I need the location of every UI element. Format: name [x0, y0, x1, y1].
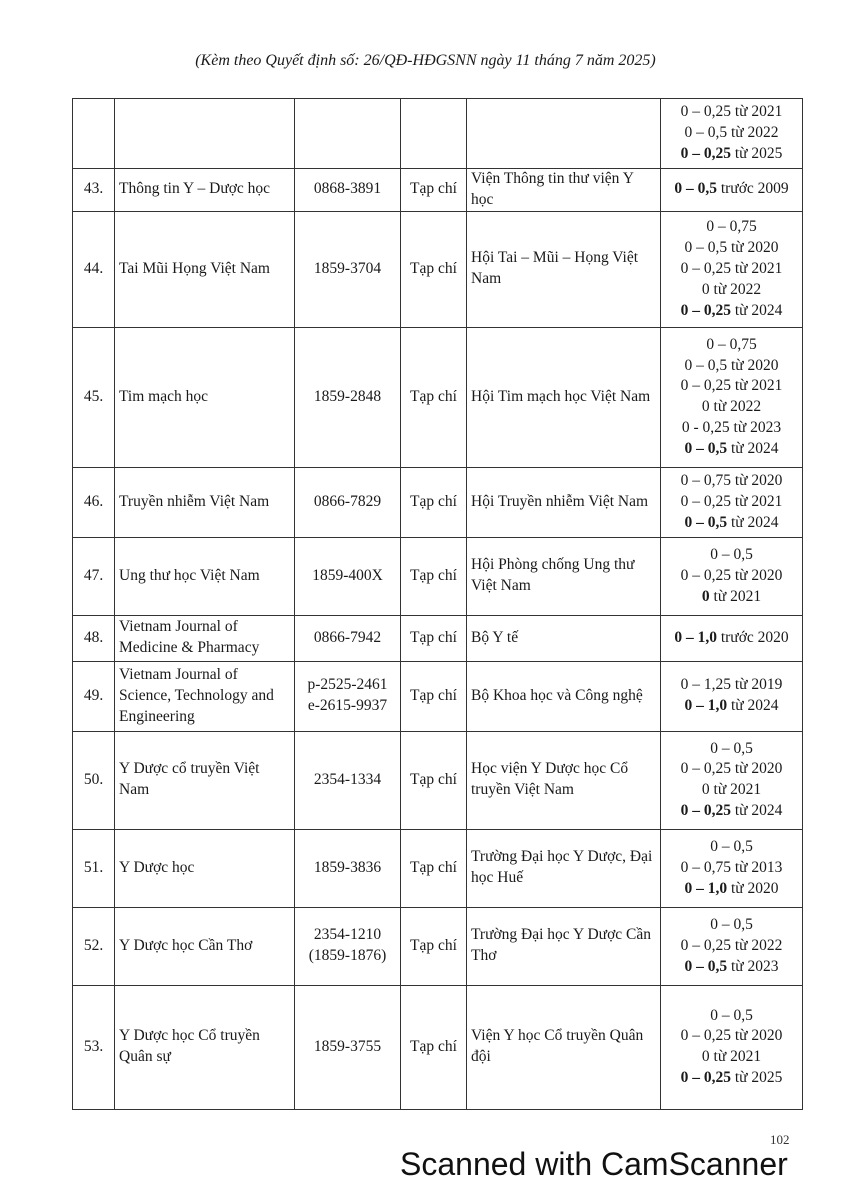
row-number: 51.	[73, 829, 115, 907]
score-value: 0	[701, 398, 710, 416]
publication-type: Tạp chí	[401, 211, 467, 327]
score-year: từ 2013	[730, 858, 783, 876]
publication-type: Tạp chí	[401, 907, 467, 985]
score-value: 0	[701, 1048, 710, 1066]
score-line	[665, 259, 798, 280]
score-value: 0 – 0,75	[680, 471, 731, 489]
publication-type: Tạp chí	[401, 467, 467, 537]
publishing-organization: Hội Tim mạch học Việt Nam	[467, 327, 661, 467]
score-range	[661, 907, 803, 985]
score-range	[661, 731, 803, 829]
score-value: 0 – 0,5	[710, 545, 753, 563]
score-line	[665, 280, 798, 301]
score-line	[665, 780, 798, 801]
document-header: (Kèm theo Quyết định số: 26/QĐ-HĐGSNN ngày 11 tháng 7 năm 2025)	[195, 52, 656, 69]
issn-line: 2354-1334	[313, 770, 382, 788]
score-line	[665, 628, 798, 649]
score-line	[665, 936, 798, 957]
journal-name: Ung thư học Việt Nam	[115, 537, 295, 615]
journal-issn	[295, 537, 401, 615]
score-value: 0	[701, 587, 710, 605]
score-year: từ 2021	[730, 492, 783, 510]
journal-issn	[295, 829, 401, 907]
score-value: 0 – 0,25	[680, 1027, 731, 1045]
score-value: 0 – 1,0	[684, 697, 728, 715]
score-value: 0 – 1,0	[684, 879, 728, 897]
table-row	[73, 327, 803, 467]
row-number: 52.	[73, 907, 115, 985]
publishing-organization: Bộ Y tế	[467, 615, 661, 661]
journal-name: Y Dược cổ truyền Việt Nam	[115, 731, 295, 829]
publication-type: Tạp chí	[401, 615, 467, 661]
row-number: 45.	[73, 327, 115, 467]
score-year: từ 2020	[730, 566, 783, 584]
score-year: từ 2021	[709, 781, 762, 799]
row-number: 46.	[73, 467, 115, 537]
score-year: từ 2021	[709, 587, 762, 605]
score-year: từ 2021	[730, 259, 783, 277]
score-value: 0 – 0,5	[684, 513, 728, 531]
score-year: từ 2022	[709, 398, 762, 416]
journal-name: Vietnam Journal of Science, Technology and Engineering	[115, 661, 295, 731]
score-value: 0 – 1,25	[680, 676, 731, 694]
score-range	[661, 829, 803, 907]
score-line	[665, 675, 798, 696]
score-line	[665, 957, 798, 978]
score-value: 0 – 1,0	[674, 628, 717, 646]
score-line	[665, 696, 798, 717]
score-value: 0	[701, 781, 710, 799]
journal-issn	[295, 467, 401, 537]
score-line	[665, 144, 798, 165]
table-row	[73, 985, 803, 1109]
table-row	[73, 537, 803, 615]
score-value: 0 – 0,25	[680, 802, 731, 820]
score-line	[665, 179, 798, 200]
score-value: 0 – 0,5	[684, 238, 728, 256]
score-line	[665, 858, 798, 879]
publishing-organization: Trường Đại học Y Dược Cần Thơ	[467, 907, 661, 985]
publication-type: Tạp chí	[401, 661, 467, 731]
score-year: từ 2024	[730, 301, 783, 319]
publishing-organization: Hội Truyền nhiễm Việt Nam	[467, 467, 661, 537]
score-line	[665, 439, 798, 460]
score-line	[665, 1006, 798, 1027]
table-row	[73, 829, 803, 907]
publishing-organization: Hội Tai – Mũi – Họng Việt Nam	[467, 211, 661, 327]
issn-line: 1859-3836	[313, 858, 382, 876]
journal-issn	[295, 985, 401, 1109]
publishing-organization: Bộ Khoa học và Công nghệ	[467, 661, 661, 731]
score-line	[665, 492, 798, 513]
score-line	[665, 739, 798, 760]
score-value: 0 – 0,5	[710, 915, 753, 933]
score-value: 0 – 0,25	[680, 144, 731, 162]
score-value: 0 – 0,5	[684, 440, 728, 458]
table-row	[73, 169, 803, 212]
score-line	[665, 335, 798, 356]
publishing-organization	[467, 99, 661, 169]
score-year: từ 2021	[730, 377, 783, 395]
issn-line: e-2615-9937	[307, 697, 388, 715]
score-year: trước 2020	[716, 628, 789, 646]
journal-table	[72, 98, 803, 1110]
score-range	[661, 985, 803, 1109]
row-number: 47.	[73, 537, 115, 615]
score-line	[665, 471, 798, 492]
journal-name: Y Dược học Cổ truyền Quân sự	[115, 985, 295, 1109]
table-row	[73, 99, 803, 169]
score-value: 0 – 0,25	[680, 377, 731, 395]
publication-type: Tạp chí	[401, 327, 467, 467]
score-year: từ 2021	[709, 1048, 762, 1066]
issn-line: 1859-3704	[313, 259, 382, 277]
score-value: 0 – 0,5	[674, 180, 717, 198]
publication-type: Tạp chí	[401, 169, 467, 212]
score-line	[665, 801, 798, 822]
score-year: từ 2024	[727, 513, 779, 531]
score-value: 0 – 0,25	[680, 1069, 731, 1087]
journal-name	[115, 99, 295, 169]
row-number: 43.	[73, 169, 115, 212]
score-year: trước 2009	[716, 180, 789, 198]
score-range	[661, 467, 803, 537]
issn-line: 1859-2848	[313, 387, 382, 405]
score-line	[665, 301, 798, 322]
score-line	[665, 587, 798, 608]
score-range	[661, 211, 803, 327]
score-value: 0 – 0,25	[680, 301, 731, 319]
score-value: 0 – 0,75	[706, 335, 757, 353]
score-line	[665, 759, 798, 780]
row-number: 44.	[73, 211, 115, 327]
score-value: 0 – 0,25	[680, 492, 731, 510]
score-year: từ 2020	[727, 238, 779, 256]
score-year: từ 2022	[709, 280, 762, 298]
journal-issn	[295, 169, 401, 212]
journal-name: Truyền nhiễm Việt Nam	[115, 467, 295, 537]
score-year: từ 2020	[730, 1027, 783, 1045]
score-value: 0 – 0,5	[710, 739, 753, 757]
score-year: từ 2020	[730, 760, 783, 778]
score-line	[665, 376, 798, 397]
score-line	[665, 513, 798, 534]
score-line	[665, 1068, 798, 1089]
row-number: 48.	[73, 615, 115, 661]
issn-line: (1859-1876)	[308, 947, 387, 965]
score-year: từ 2024	[727, 697, 779, 715]
journal-name: Tim mạch học	[115, 327, 295, 467]
page-number: 102	[770, 1132, 790, 1147]
score-value: 0	[701, 280, 710, 298]
journal-table-body	[73, 99, 803, 1110]
score-value: 0 – 0,25	[680, 259, 731, 277]
score-range	[661, 99, 803, 169]
table-row	[73, 467, 803, 537]
publishing-organization: Viện Thông tin thư viện Y học	[467, 169, 661, 212]
score-year: từ 2024	[730, 802, 783, 820]
score-line	[665, 1047, 798, 1068]
score-value: 0 – 0,5	[710, 837, 753, 855]
issn-line: 0866-7942	[313, 628, 382, 646]
score-year: từ 2020	[730, 471, 783, 489]
table-row	[73, 661, 803, 731]
row-number: 53.	[73, 985, 115, 1109]
score-range	[661, 327, 803, 467]
score-year: từ 2022	[730, 936, 783, 954]
publishing-organization: Học viện Y Dược học Cổ truyền Việt Nam	[467, 731, 661, 829]
score-range	[661, 169, 803, 212]
score-year: từ 2019	[730, 676, 783, 694]
journal-name: Thông tin Y – Dược học	[115, 169, 295, 212]
score-year: từ 2021	[730, 103, 783, 121]
score-line	[665, 1026, 798, 1047]
journal-issn	[295, 661, 401, 731]
publishing-organization: Trường Đại học Y Dược, Đại học Huế	[467, 829, 661, 907]
score-value: 0 – 0,25	[680, 103, 731, 121]
score-value: 0 - 0,25	[681, 419, 730, 437]
table-row	[73, 731, 803, 829]
score-line	[665, 879, 798, 900]
score-line	[665, 545, 798, 566]
score-line	[665, 217, 798, 238]
issn-line: 1859-3755	[313, 1037, 382, 1055]
camscanner-watermark: Scanned with CamScanner	[400, 1146, 788, 1182]
score-year: từ 2020	[727, 879, 779, 897]
score-value: 0 – 0,5	[710, 1006, 753, 1024]
row-number	[73, 99, 115, 169]
score-line	[665, 566, 798, 587]
score-value: 0 – 0,75	[706, 218, 757, 236]
publication-type: Tạp chí	[401, 537, 467, 615]
score-value: 0 – 0,25	[680, 566, 731, 584]
score-year: từ 2023	[729, 419, 782, 437]
publishing-organization: Hội Phòng chống Ung thư Việt Nam	[467, 537, 661, 615]
journal-issn	[295, 99, 401, 169]
score-year: từ 2024	[727, 440, 779, 458]
publication-type	[401, 99, 467, 169]
score-value: 0 – 0,75	[680, 858, 731, 876]
score-range	[661, 615, 803, 661]
journal-issn	[295, 327, 401, 467]
score-line	[665, 238, 798, 259]
journal-issn	[295, 907, 401, 985]
journal-issn	[295, 731, 401, 829]
publication-type: Tạp chí	[401, 985, 467, 1109]
score-value: 0 – 0,5	[684, 957, 728, 975]
issn-line: p-2525-2461	[307, 676, 388, 694]
score-line	[665, 397, 798, 418]
issn-line: 2354-1210	[313, 926, 382, 944]
row-number: 49.	[73, 661, 115, 731]
score-value: 0 – 0,5	[684, 356, 728, 374]
issn-line: 0866-7829	[313, 492, 382, 510]
journal-name: Tai Mũi Họng Việt Nam	[115, 211, 295, 327]
issn-line: 0868-3891	[313, 180, 382, 198]
table-row	[73, 615, 803, 661]
issn-line: 1859-400X	[312, 566, 383, 584]
publishing-organization: Viện Y học Cổ truyền Quân đội	[467, 985, 661, 1109]
score-range	[661, 661, 803, 731]
score-range	[661, 537, 803, 615]
journal-issn	[295, 211, 401, 327]
score-value: 0 – 0,25	[680, 760, 731, 778]
table-row	[73, 211, 803, 327]
score-value: 0 – 0,5	[684, 124, 728, 142]
score-line	[665, 418, 798, 439]
score-line	[665, 915, 798, 936]
score-line	[665, 837, 798, 858]
score-line	[665, 123, 798, 144]
score-year: từ 2023	[727, 957, 779, 975]
publication-type: Tạp chí	[401, 829, 467, 907]
journal-name: Vietnam Journal of Medicine & Pharmacy	[115, 615, 295, 661]
score-line	[665, 356, 798, 377]
row-number: 50.	[73, 731, 115, 829]
journal-name: Y Dược học	[115, 829, 295, 907]
journal-name: Y Dược học Cần Thơ	[115, 907, 295, 985]
score-year: từ 2025	[730, 144, 783, 162]
score-line	[665, 102, 798, 123]
publication-type: Tạp chí	[401, 731, 467, 829]
score-value: 0 – 0,25	[680, 936, 731, 954]
table-row	[73, 907, 803, 985]
score-year: từ 2020	[727, 356, 779, 374]
score-year: từ 2022	[727, 124, 779, 142]
journal-issn	[295, 615, 401, 661]
score-year: từ 2025	[730, 1069, 783, 1087]
